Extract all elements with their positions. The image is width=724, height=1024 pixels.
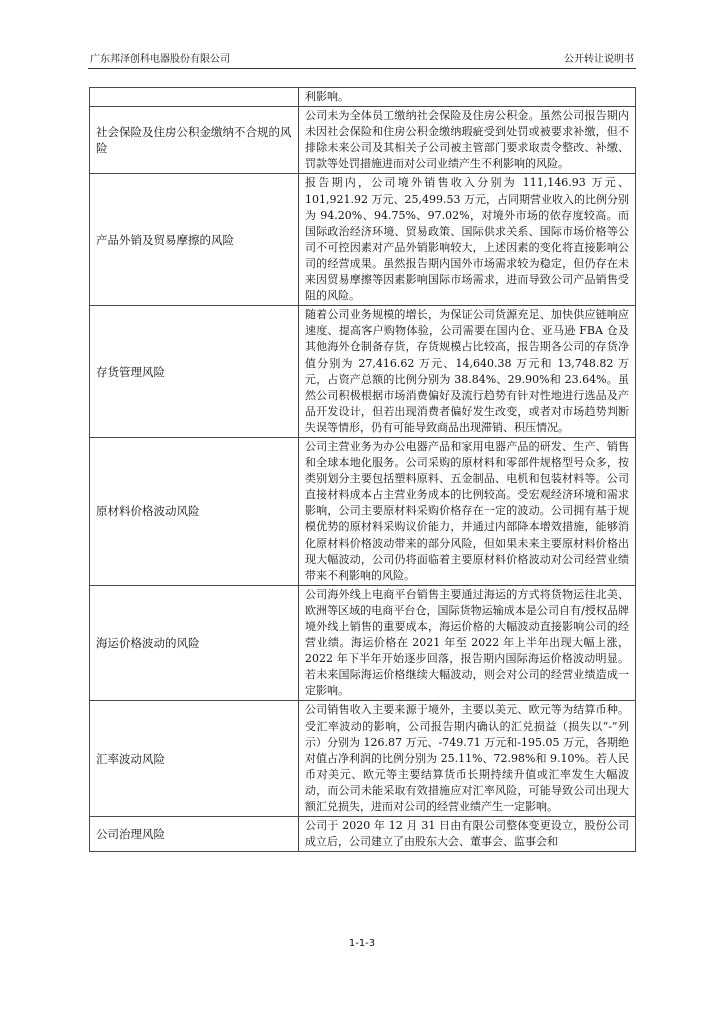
table-row: [90, 306, 636, 438]
table-row: [90, 174, 636, 306]
company-name: 广东邦泽创科电器股份有限公司: [90, 54, 230, 65]
risk-name-cell: 产品外销及贸易摩擦的风险: [90, 174, 299, 306]
document-title: 公开转让说明书: [564, 54, 634, 65]
page-number: 1-1-3: [348, 938, 376, 949]
risk-desc-cell: 报告期内，公司境外销售收入分别为 111,146.93 万元、101,921.92 万元、25,499.53 万元，占同期营业收入的比例分别为 94.20%、94.75%、97.02%，对境外市场的依存度较高。而国际政治经济环境、贸易政策、国际供求关系、国际市场价格等公司不可控因素对产品外销影响较大，上述因素的变化将直接影响公司的经营成果。虽然报告期内国外市场需求较为稳定，但仍存在未来因贸易摩擦等因素影响国际市场需求，进而导致公司产品销售受阻的风险。: [299, 174, 636, 306]
risk-name-cell: 汇率波动风险: [90, 701, 299, 817]
risk-name-cell: 社会保险及住房公积金缴纳不合规的风险: [90, 107, 299, 174]
table-row: [90, 817, 636, 852]
risk-name-cell: [90, 88, 299, 107]
risk-desc-cell: 公司主营业务为办公电器产品和家用电器产品的研发、生产、销售和全球本地化服务。公司采购的原材料和零部件规格型号众多，按类别划分主要包括塑料原料、五金制品、电机和包装材料等。公司直接材料成本占主营业务成本的比例较高。受宏观经济环境和需求影响，公司主要原材料采购价格存在一定的波动。公司拥有基于规模优势的原材料采购议价能力，并通过内部降本增效措施，能够消化原材料价格波动带来的部分风险，但如果未来主要原材料价格出现大幅波动，公司仍将面临着主要原材料价格波动对公司经营业绩带来不利影响的风险。: [299, 437, 636, 585]
table-row: [90, 107, 636, 174]
risk-desc-cell: 随着公司业务规模的增长，为保证公司货源充足、加快供应链响应速度、提高客户购物体验，公司需要在国内仓、亚马逊 FBA 仓及其他海外仓制备存货，存货规模占比较高，报告期各公司的存货净值分别为 27,416.62 万元、14,640.38 万元和 13,748.82 万元，占资产总额的比例分别为 38.84%、29.90%和 23.64%。虽然公司积极根据市场消费偏好及流行趋势有针对性地进行选品及产品开发设计，但若出现消费者偏好发生改变，或者对市场趋势判断失误等情形，仍有可能导致商品出现滞销、积压情况。: [299, 306, 636, 438]
risk-desc-cell: 公司未为全体员工缴纳社会保险及住房公积金。虽然公司报告期内未因社会保险和住房公积金缴纳瑕疵受到处罚或被要求补缴，但不排除未来公司及其相关子公司被主管部门要求取责令整改、补缴、罚款等处罚措施进而对公司业绩产生不利影响的风险。: [299, 107, 636, 174]
risk-name-cell: 原材料价格波动风险: [90, 437, 299, 585]
page-header: [88, 52, 636, 69]
table-row: [90, 88, 636, 107]
risk-desc-cell: 公司海外线上电商平台销售主要通过海运的方式将货物运往北美、欧洲等区域的电商平台仓，国际货物运输成本是公司自有/授权品牌境外线上销售的重要成本，海运价格的大幅波动直接影响公司的经营业绩。海运价格在 2021 年至 2022 年上半年出现大幅上涨，2022 年下半年开始逐步回落，报告期内国际海运价格波动明显。若未来国际海运价格继续大幅波动，则会对公司的经营业绩造成一定影响。: [299, 585, 636, 701]
table-row: [90, 701, 636, 817]
risk-name-cell: 公司治理风险: [90, 817, 299, 852]
risk-desc-cell: 公司于 2020 年 12 月 31 日由有限公司整体变更设立，股份公司成立后，公司建立了由股东大会、董事会、监事会和: [299, 817, 636, 852]
risk-name-cell: 海运价格波动的风险: [90, 585, 299, 701]
risk-desc-cell: 公司销售收入主要来源于境外，主要以美元、欧元等为结算币种。受汇率波动的影响，公司报告期内确认的汇兑损益（损失以“-”列示）分别为 126.87 万元、-749.71 万元和-195.05 万元，各期绝对值占净利润的比例分别为 25.11%、72.98%和 9.10%。若人民币对美元、欧元等主要结算货币长期持续升值或汇率发生大幅波动，而公司未能采取有效措施应对汇率风险，可能导致公司出现大额汇兑损失，进而对公司的经营业绩产生一定影响。: [299, 701, 636, 817]
table-row: [90, 437, 636, 585]
risk-table: [89, 87, 636, 852]
risk-name-cell: 存货管理风险: [90, 306, 299, 438]
risk-desc-cell: 利影响。: [299, 88, 636, 107]
table-row: [90, 585, 636, 701]
